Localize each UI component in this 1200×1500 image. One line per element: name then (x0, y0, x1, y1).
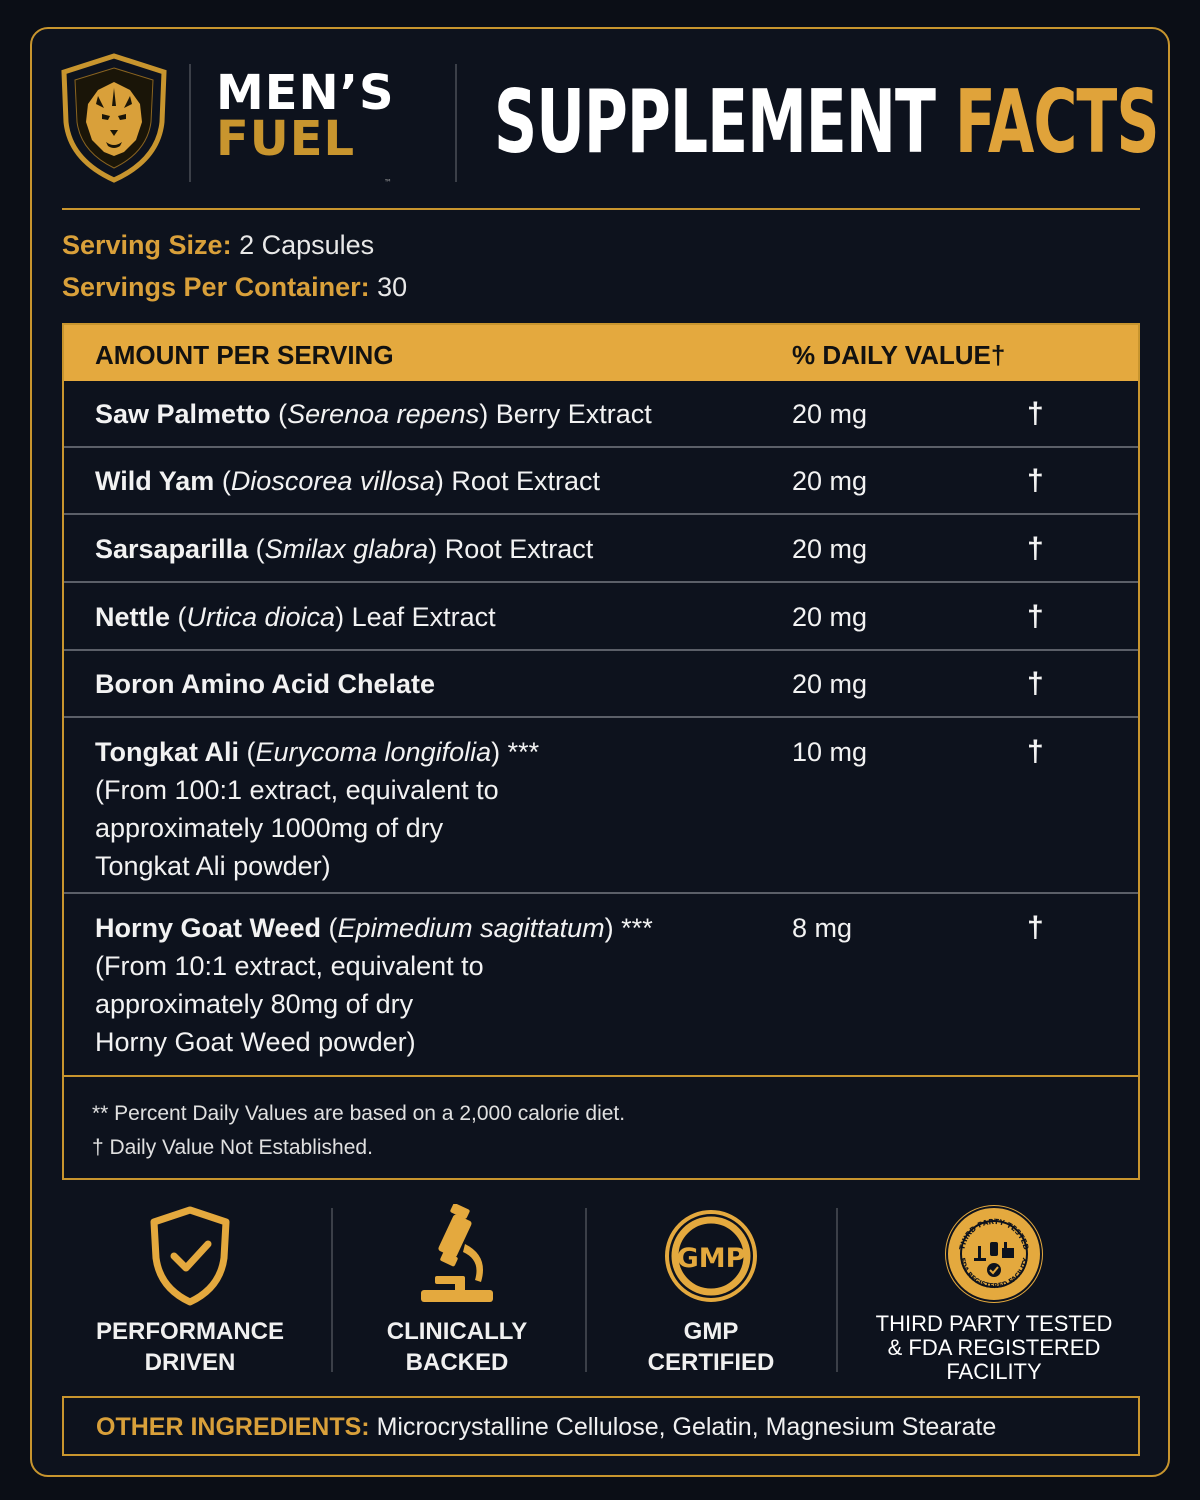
servings-per-container (62, 272, 407, 303)
daily-value-mark: † (1027, 911, 1044, 944)
facts-table (62, 323, 1140, 1180)
ingredient-note: approximately 1000mg of dry (95, 813, 444, 843)
footnote-not-established: † Daily Value Not Established. (92, 1136, 373, 1159)
table-row (64, 381, 1138, 448)
ingredient-amount: 8 mg (792, 913, 853, 943)
badge-label: PERFORMANCE DRIVEN (95, 1318, 284, 1376)
ingredient-name: Tongkat Ali (Eurycoma longifolia) *** (From 100:1 extract, equivalent to approximately 1000mg of dry Tongkat Ali powder) (95, 737, 540, 881)
servings-per-container-label: Servings Per Container: (62, 272, 370, 302)
microscope-icon (340, 1200, 574, 1312)
ingredient-amount: 10 mg (792, 737, 868, 767)
ingredient-amount: 20 mg (792, 466, 868, 496)
third-party-seal-icon (860, 1200, 1128, 1306)
serving-size-label: Serving Size: (62, 230, 232, 260)
ingredient-amount: 20 mg (792, 669, 868, 699)
gmp-seal-icon (596, 1200, 826, 1312)
title-part-2: FACTS (954, 72, 1159, 174)
table-row (64, 448, 1138, 515)
badge-gmp-certified (596, 1200, 826, 1378)
table-row (64, 894, 1138, 1075)
serving-size (62, 230, 374, 261)
daily-value-mark: † (1027, 600, 1044, 633)
daily-value-header: % DAILY VALUE† (792, 340, 1006, 370)
badge-performance-driven (70, 1200, 310, 1378)
footnote-daily-values: ** Percent Daily Values are based on a 2,000 calorie diet. (92, 1102, 626, 1125)
svg-text:GMP: GMP (676, 1243, 746, 1274)
trademark-mark: ™ (384, 178, 393, 187)
badge-third-party-tested (860, 1200, 1128, 1384)
ingredient-note: (From 100:1 extract, equivalent to (95, 775, 499, 805)
other-ingredients-label: OTHER INGREDIENTS: (96, 1413, 370, 1441)
ingredient-note: Horny Goat Weed powder) (95, 1027, 416, 1057)
other-ingredients-value: Microcrystalline Cellulose, Gelatin, Magnesium Stearate (369, 1413, 997, 1441)
ingredient-name: Saw Palmetto (Serenoa repens) Berry Extract (95, 399, 652, 429)
ingredient-name: Sarsaparilla (Smilax glabra) Root Extract (95, 534, 594, 564)
badge-label: GMP CERTIFIED (647, 1318, 775, 1376)
ingredient-amount: 20 mg (792, 602, 868, 632)
daily-value-mark: † (1027, 464, 1044, 497)
ingredient-note: Tongkat Ali powder) (95, 851, 331, 881)
ingredient-name: Wild Yam (Dioscorea villosa) Root Extract (95, 466, 600, 496)
table-row (64, 651, 1138, 718)
servings-per-container-value: 30 (369, 272, 408, 302)
header-divider (455, 64, 457, 182)
ingredient-note: (From 10:1 extract, equivalent to (95, 951, 484, 981)
svg-text:THIRD PARTY TESTED: THIRD PARTY TESTED (957, 1216, 1031, 1251)
table-row (64, 583, 1138, 651)
serving-size-value: 2 Capsules (231, 230, 375, 260)
amount-per-serving-header: AMOUNT PER SERVING (95, 340, 394, 370)
ingredient-amount: 20 mg (792, 534, 868, 564)
daily-value-mark: † (1027, 735, 1044, 768)
badge-label: CLINICALLY BACKED (386, 1318, 528, 1376)
table-row (64, 515, 1138, 583)
ingredient-name: Horny Goat Weed (Epimedium sagittatum) *** (From 10:1 extract, equivalent to approximately 80mg of dry Horny Goat Weed powder) (95, 913, 653, 1057)
badge-divider (836, 1208, 838, 1372)
header-rule (62, 208, 1140, 210)
table-footnotes (64, 1075, 1138, 1165)
page-title (494, 72, 1159, 174)
other-ingredients (62, 1396, 1140, 1456)
lion-shield-icon (58, 52, 170, 189)
svg-text:FDA REGISTERED FACILITY: FDA REGISTERED FACILITY (958, 1257, 1030, 1291)
badge-divider (585, 1208, 587, 1372)
title-part-1: SUPPLEMENT (494, 72, 935, 174)
badge-label: THIRD PARTY TESTED & FDA REGISTERED FACILITY (875, 1311, 1113, 1384)
ingredient-amount: 20 mg (792, 399, 868, 429)
brand-name (216, 65, 395, 187)
ingredient-name: Nettle (Urtica dioica) Leaf Extract (95, 602, 496, 632)
badge-clinically-backed (340, 1200, 574, 1378)
ingredient-note: approximately 80mg of dry (95, 989, 414, 1019)
shield-check-icon (70, 1200, 310, 1312)
daily-value-mark: † (1027, 667, 1044, 700)
header-divider (189, 64, 191, 182)
ingredient-name: Boron Amino Acid Chelate (95, 669, 436, 699)
daily-value-mark: † (1027, 532, 1044, 565)
brand-line-1: MEN’S (216, 65, 395, 121)
table-header (64, 325, 1138, 381)
badge-divider (331, 1208, 333, 1372)
brand-line-2: FUEL (216, 111, 356, 167)
daily-value-mark: † (1027, 397, 1044, 430)
table-row (64, 718, 1138, 894)
